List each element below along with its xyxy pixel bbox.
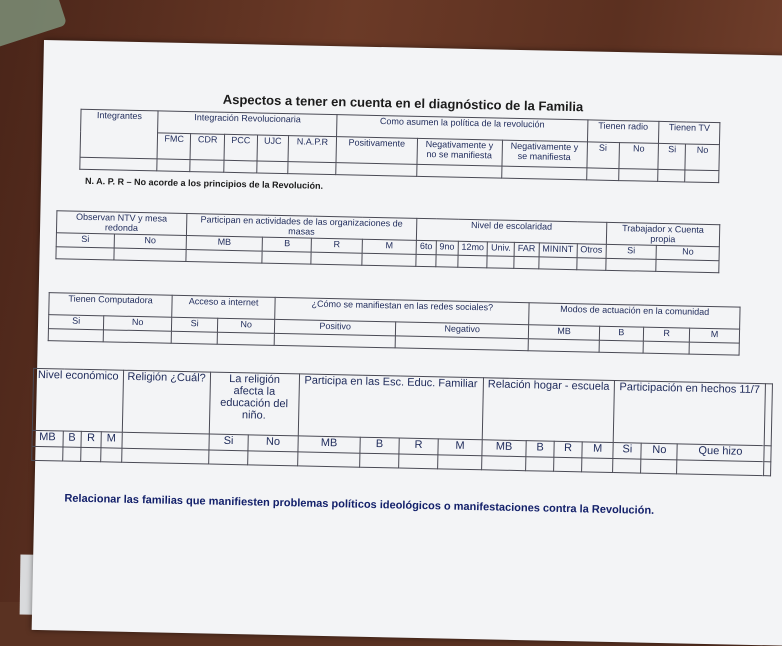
col-hogar-mb: MB bbox=[481, 440, 526, 457]
col-eco-r: R bbox=[81, 431, 101, 447]
col-hechos-no: No bbox=[641, 443, 677, 460]
col-comp-no: No bbox=[104, 316, 172, 331]
col-cuenta-propia: Trabajador x Cuenta propia bbox=[606, 222, 720, 246]
col-integracion: Integración Revolucionaria bbox=[158, 111, 338, 137]
col-computadora: Tienen Computadora bbox=[49, 293, 172, 318]
col-ntv: Observan NTV y mesa redonda bbox=[56, 211, 186, 236]
col-modos: Modos de actuación en la comunidad bbox=[529, 303, 740, 329]
col-radio-si: Si bbox=[587, 142, 620, 169]
col-modos-r: R bbox=[643, 327, 689, 342]
col-religion: Religión ¿Cuál? bbox=[122, 370, 210, 434]
col-ntv-si: Si bbox=[56, 233, 114, 248]
col-pcc: PCC bbox=[224, 134, 257, 161]
col-napr: N.A.P.R bbox=[288, 136, 337, 163]
col-cp-no: No bbox=[656, 245, 719, 260]
col-redes: ¿Cómo se manifiestan en las redes sociales? bbox=[275, 297, 530, 324]
col-hogar: Relación hogar - escuela bbox=[482, 378, 615, 443]
col-eco-mb: MB bbox=[32, 430, 63, 447]
bottom-instruction: Relacionar las familias que manifiesten problemas políticos ideológicos o manifestaciones contra la Revolución. bbox=[64, 492, 655, 517]
col-escolaridad: Nivel de escolaridad bbox=[417, 218, 607, 244]
col-fmc: FMC bbox=[157, 133, 191, 160]
activity-table bbox=[55, 210, 720, 273]
col-esc-6to: 6to bbox=[416, 240, 436, 254]
technology-table bbox=[48, 292, 741, 355]
col-positivamente: Positivamente bbox=[336, 137, 417, 165]
col-hechos: Participación en hechos 11/7 bbox=[613, 381, 765, 446]
col-ef-m: M bbox=[438, 439, 481, 456]
col-hechos-si: Si bbox=[613, 443, 642, 460]
col-masas-mb: MB bbox=[186, 236, 263, 252]
col-radio-no: No bbox=[619, 143, 659, 170]
col-esc-far: FAR bbox=[514, 242, 539, 257]
col-integrantes: Integrantes bbox=[80, 109, 158, 159]
col-hogar-b: B bbox=[526, 441, 554, 458]
col-esc-minint: MININT bbox=[539, 243, 577, 258]
col-que-hizo: Que hizo bbox=[677, 444, 764, 462]
col-afecta: La religión afecta la educación del niño. bbox=[209, 372, 299, 436]
form-sheet bbox=[32, 40, 782, 646]
col-positivo: Positivo bbox=[275, 319, 396, 336]
family-table bbox=[31, 368, 773, 476]
col-esc-12mo: 12mo bbox=[458, 241, 488, 256]
col-int-si: Si bbox=[171, 317, 217, 332]
col-neg-manifiesta: Negativamente y se manifiesta bbox=[502, 140, 588, 168]
col-ef-b: B bbox=[360, 437, 399, 454]
napr-note: N. A. P. R – No acorde a los principios de la Revolución. bbox=[84, 175, 324, 191]
col-masas-b: B bbox=[263, 237, 312, 252]
col-neg-no-manifiesta: Negativamente y no se manifiesta bbox=[417, 138, 503, 166]
col-esc-univ: Univ. bbox=[487, 242, 514, 257]
col-radio: Tienen radio bbox=[587, 120, 659, 143]
page-title: Aspectos a tener en cuenta en el diagnóstico de la Familia bbox=[222, 91, 584, 115]
col-internet: Acceso a internet bbox=[172, 295, 276, 319]
col-eco-m: M bbox=[101, 432, 122, 448]
col-politica: Como asumen la política de la revolución bbox=[337, 115, 588, 142]
col-tv-si: Si bbox=[658, 143, 686, 170]
col-afecta-si: Si bbox=[209, 434, 249, 451]
col-modos-mb: MB bbox=[529, 325, 599, 340]
col-ntv-no: No bbox=[114, 234, 186, 249]
col-hogar-r: R bbox=[554, 441, 583, 458]
col-int-no: No bbox=[218, 318, 275, 333]
col-masas-r: R bbox=[311, 238, 362, 253]
col-masas-m: M bbox=[362, 239, 417, 254]
col-ujc: UJC bbox=[257, 135, 288, 162]
col-ef-mb: MB bbox=[298, 436, 361, 453]
col-afecta-no: No bbox=[248, 435, 298, 452]
col-tv-no: No bbox=[685, 144, 719, 171]
col-modos-b: B bbox=[599, 326, 644, 341]
col-modos-m: M bbox=[690, 328, 740, 343]
col-cp-si: Si bbox=[606, 244, 657, 259]
integration-table bbox=[79, 109, 720, 183]
col-eco-b: B bbox=[62, 431, 81, 447]
col-economico: Nivel económico bbox=[32, 368, 123, 432]
col-cdr: CDR bbox=[191, 134, 225, 161]
col-masas: Participan en actividades de las organizaciones de masas bbox=[186, 214, 417, 241]
col-esc-otros: Otros bbox=[577, 244, 606, 259]
col-negativo: Negativo bbox=[395, 322, 529, 339]
col-ef-r: R bbox=[398, 438, 438, 455]
col-hogar-m: M bbox=[582, 442, 613, 459]
col-comp-si: Si bbox=[48, 315, 103, 330]
col-tv: Tienen TV bbox=[659, 121, 720, 144]
col-esc-familiar: Participa en las Esc. Educ. Familiar bbox=[298, 374, 483, 440]
col-esc-9no: 9no bbox=[436, 241, 458, 255]
